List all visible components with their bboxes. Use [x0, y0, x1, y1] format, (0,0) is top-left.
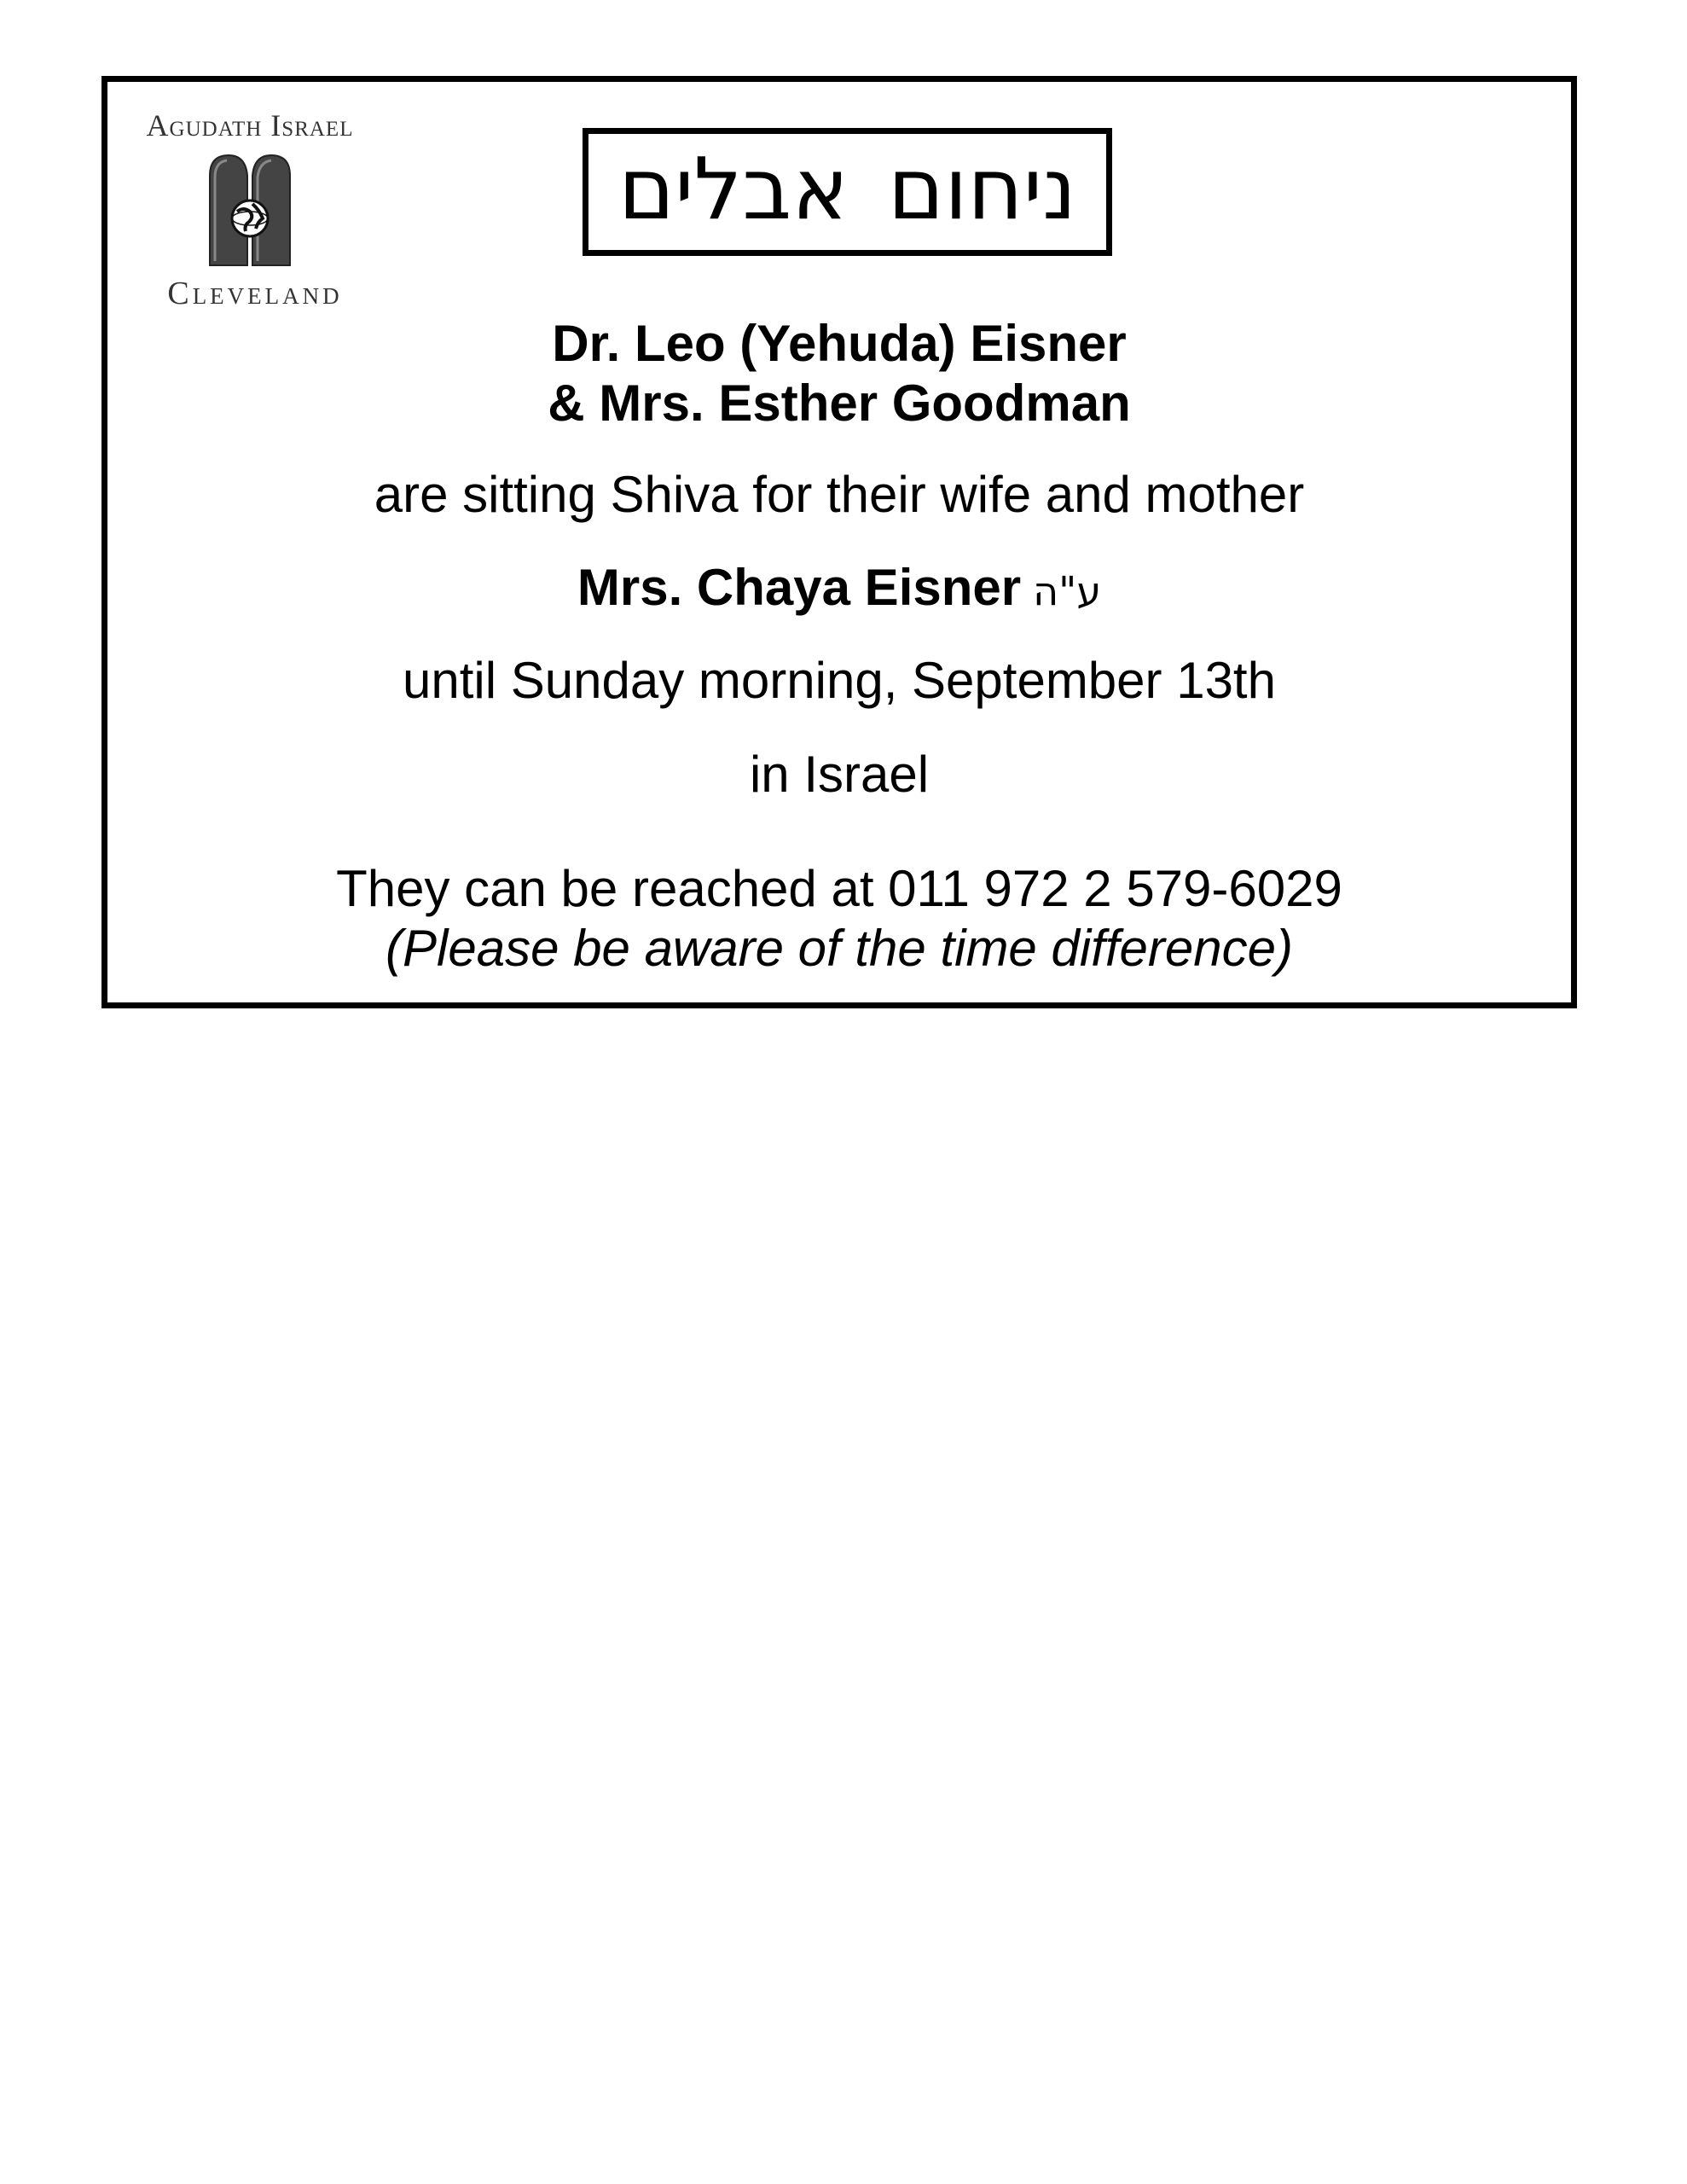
- shiva-location: in Israel: [749, 746, 930, 803]
- shiva-intro: are sitting Shiva for their wife and mother: [374, 466, 1305, 523]
- deceased-name: Mrs. Chaya Eisner: [577, 559, 1022, 616]
- tablets-globe-icon: [203, 150, 297, 270]
- mourners-line-2: & Mrs. Esther Goodman: [548, 375, 1131, 432]
- time-difference-note: (Please be aware of the time difference): [386, 920, 1293, 977]
- hebrew-title-box: [583, 128, 1112, 256]
- deceased-abbreviation: ע"ה: [1033, 568, 1102, 614]
- contact-phone: They can be reached at 011 972 2 579-6029: [336, 860, 1342, 917]
- agudath-israel-cleveland-logo: [122, 107, 378, 321]
- logo-bottom-text: Cleveland: [167, 276, 343, 311]
- shiva-until: until Sunday morning, September 13th: [403, 652, 1276, 709]
- condolence-notice: [101, 76, 1577, 1008]
- deceased-line: [107, 558, 1571, 617]
- mourners-line-1: Dr. Leo (Yehuda) Eisner: [552, 315, 1127, 372]
- logo-top-text: Agudath Israel: [146, 108, 354, 142]
- hebrew-title: ניחום אבלים: [617, 139, 1077, 239]
